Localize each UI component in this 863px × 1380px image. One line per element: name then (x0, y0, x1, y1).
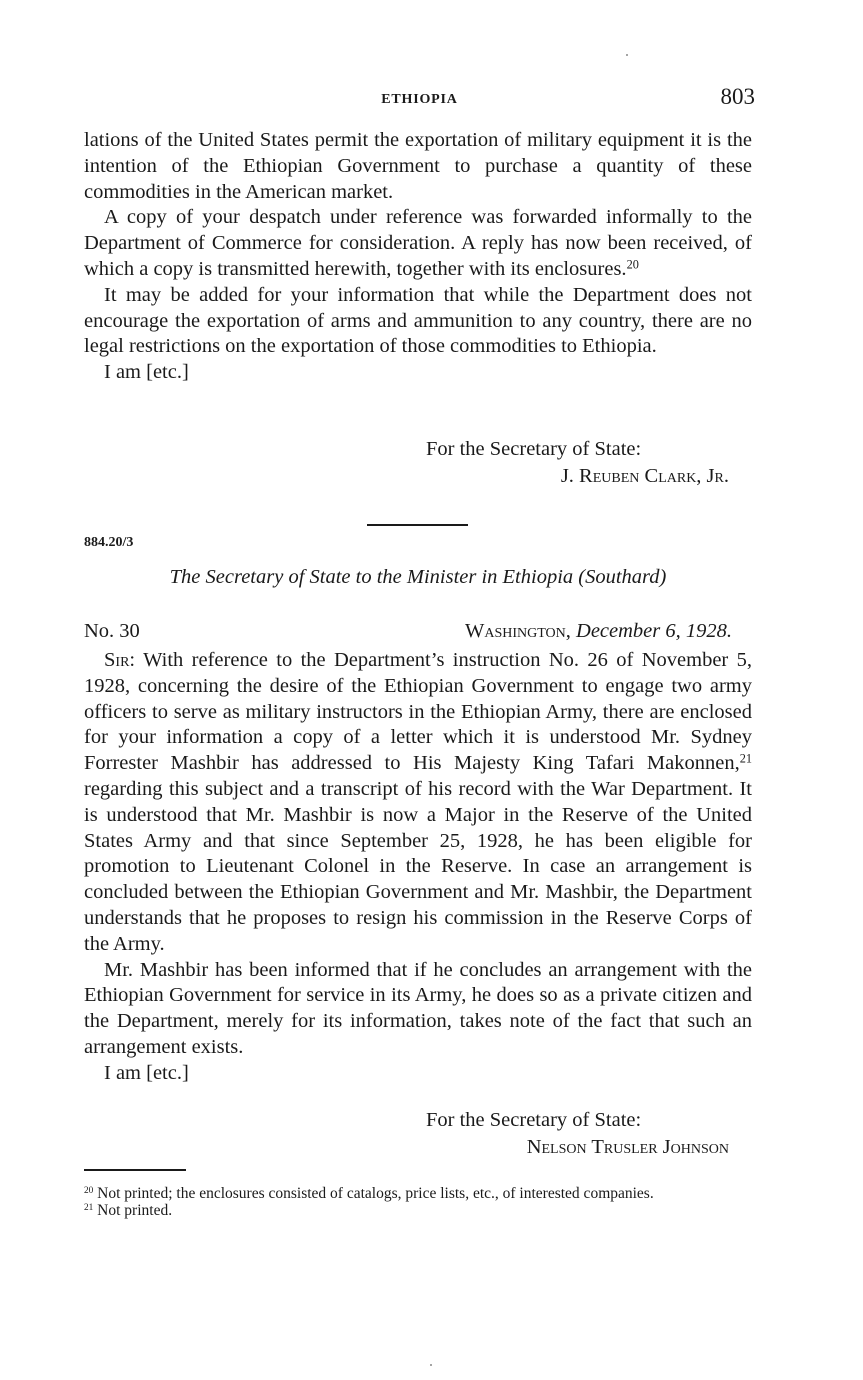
letter-body (84, 648, 752, 1087)
paragraph: Mr. Mashbir has been informed that if he concludes an arrangement with the Ethiopian Government for service in its Army, he does so as a private citizen and the Department, merely for its information, takes note of the fact that such an arrangement exists. (84, 958, 752, 1058)
footnote-text: Not printed. (97, 1202, 173, 1219)
scan-speck (430, 1364, 432, 1366)
footnote-ref: 21 (739, 751, 752, 766)
signature-name: Nelson Trusler Johnson (526, 1136, 729, 1158)
date: December 6, 1928. (576, 620, 732, 642)
paragraph-text: regarding this subject and a transcript of his record with the War Department. It is understood that Mr. Mashbir is now a Major in the Reserve of the United States Army and that since September 25, 1928, he has been eligible for promotion to Lieutenant Colonel in the Reserve. In case an arrangement is concluded between the Ethiopian Government and Mr. Mashbir, the Department understands that he proposes to resign his commission in the Reserve Corps of the Army. (84, 777, 752, 955)
footnote-mark: 20 (84, 1185, 94, 1196)
closing: I am [etc.] (104, 1061, 189, 1084)
section-divider (367, 524, 468, 526)
salutation: Sir: (104, 649, 136, 671)
footnote-mark: 21 (84, 1202, 94, 1213)
running-head (84, 86, 755, 114)
scan-speck (626, 54, 628, 56)
closing: I am [etc.] (104, 361, 189, 384)
top-section (84, 128, 752, 386)
paragraph (84, 205, 752, 282)
paragraph: lations of the United States permit the exportation of military equipment it is the intention of the Ethiopian Government to purchase a quantity of these commodities in the American market. (84, 129, 752, 203)
footnote-ref: 20 (626, 257, 639, 272)
paragraph: It may be added for your information that while the Department does not encourage the exportation of arms and ammunition to any country, there are no legal restrictions on the exportation of those commodities to Ethiopia. (84, 283, 752, 358)
place: Washington, (465, 620, 571, 642)
paragraph-text: With reference to the Department’s instruction No. 26 of November 5, 1928, concerning the desire of the Ethiopian Government to engage two army officers to serve as military instructors in the Ethiopian Army, there are enclosed for your information a copy of a letter which it is understood Mr. Sydney Forrester Mashbir has addressed to His Majesty King Tafari Makonnen, (84, 649, 752, 775)
footnotes (84, 1185, 752, 1219)
signature-line: For the Secretary of State: (426, 1109, 642, 1131)
footnote-text: Not printed; the enclosures consisted of catalogs, price lists, etc., of interested companies. (97, 1185, 654, 1202)
dateline (84, 620, 732, 646)
footnote-rule (84, 1169, 186, 1171)
file-number: 884.20/3 (84, 535, 134, 550)
signature-name: J. Reuben Clark, Jr. (560, 465, 729, 487)
place-date (465, 620, 732, 643)
footnote (84, 1185, 752, 1202)
paragraph-text: A copy of your despatch under reference was forwarded informally to the Department of Commerce for consideration. A reply has now been received, of which a copy is transmitted herewith, together with its enclosures. (84, 206, 752, 280)
running-title: ETHIOPIA (381, 92, 458, 107)
document-heading: The Secretary of State to the Minister in Ethiopia (Southard) (169, 566, 667, 588)
footnote (84, 1202, 752, 1219)
signature-line: For the Secretary of State: (426, 438, 642, 460)
instruction-number: No. 30 (84, 620, 140, 642)
paragraph (84, 648, 752, 958)
page-number: 803 (720, 84, 755, 109)
